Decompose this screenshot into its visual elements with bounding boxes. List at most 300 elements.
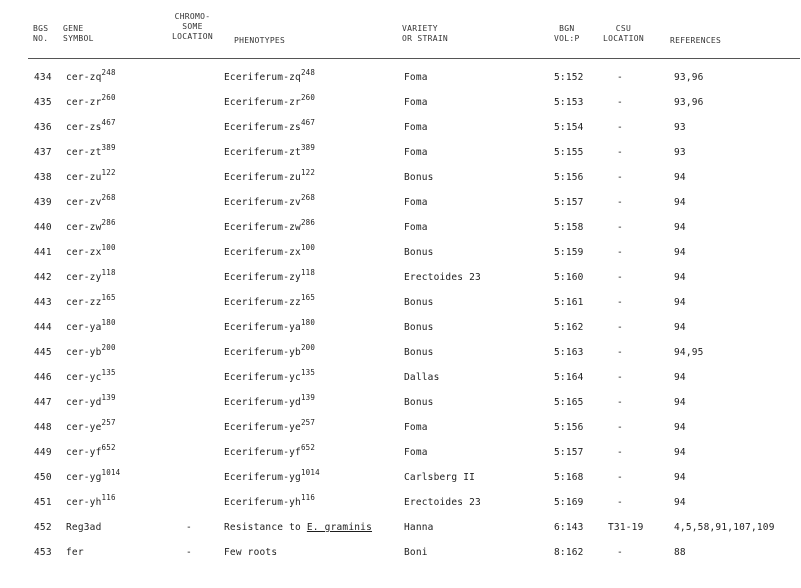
header-csu-location: [603, 24, 644, 44]
cell-phenotype: [224, 393, 316, 408]
table-header: [0, 12, 801, 60]
cell-references-text: 94: [674, 222, 686, 233]
table-row: [0, 541, 801, 565]
cell-bgs-no: [34, 147, 52, 158]
cell-csu-location-text: T31-19: [608, 522, 644, 533]
allele-superscript: 389: [300, 143, 316, 152]
cell-references-text: 94: [674, 322, 686, 333]
cell-bgn-vol-p-text: 5:168: [554, 472, 584, 483]
table-row: [0, 316, 801, 340]
allele-superscript: 260: [300, 93, 316, 102]
cell-bgn-vol-p: [554, 72, 584, 83]
cell-bgn-vol-p: [554, 272, 584, 283]
table-row: [0, 391, 801, 415]
cell-gene-symbol-text: fer: [66, 547, 84, 558]
cell-references: [674, 522, 775, 533]
allele-superscript: 652: [300, 443, 316, 452]
cell-csu-location-text: -: [617, 472, 623, 483]
cell-variety-text: Hanna: [404, 522, 434, 533]
cell-references: [674, 172, 686, 183]
cell-bgs-no: [34, 397, 52, 408]
header-line: PHENOTYPES: [234, 36, 286, 45]
cell-csu-location-text: -: [617, 422, 623, 433]
cell-bgn-vol-p: [554, 97, 584, 108]
cell-bgn-vol-p-text: 5:152: [554, 72, 584, 83]
cell-gene-symbol: [66, 193, 116, 208]
header-chromosome-location: [165, 12, 220, 42]
cell-gene-symbol-text: cer-zr: [66, 97, 102, 108]
header-line: VOL:P: [554, 34, 580, 43]
cell-csu-location-text: -: [617, 347, 623, 358]
cell-gene-symbol-text: cer-zs: [66, 122, 102, 133]
cell-variety-text: Foma: [404, 422, 428, 433]
cell-bgn-vol-p: [554, 122, 584, 133]
cell-gene-symbol-text: Reg3ad: [66, 522, 102, 533]
cell-gene-symbol: [66, 168, 116, 183]
cell-gene-symbol-text: cer-yc: [66, 372, 102, 383]
header-line: SYMBOL: [63, 34, 94, 43]
cell-chromosome-location-text: -: [186, 522, 192, 533]
cell-gene-symbol-text: cer-ya: [66, 322, 102, 333]
cell-phenotype-text: Eceriferum-zq: [224, 72, 301, 83]
header-line: CSU: [615, 24, 632, 33]
header-line: GENE: [63, 24, 84, 33]
cell-phenotype: [224, 168, 316, 183]
allele-superscript: 135: [300, 368, 316, 377]
cell-bgs-no-text: 436: [34, 122, 52, 133]
header-line: REFERENCES: [670, 36, 722, 45]
header-line: VARIETY: [402, 24, 438, 33]
cell-references-text: 93: [674, 122, 686, 133]
cell-references: [674, 97, 704, 108]
table-row: [0, 116, 801, 140]
cell-phenotype-text: Eceriferum-zu: [224, 172, 301, 183]
header-bgn-vol-p: [554, 24, 580, 44]
cell-bgn-vol-p: [554, 472, 584, 483]
cell-phenotype: [224, 218, 316, 233]
cell-phenotype-text: Eceriferum-yg: [224, 472, 301, 483]
cell-variety-text: Dallas: [404, 372, 440, 383]
cell-variety: [404, 547, 428, 558]
cell-references: [674, 147, 686, 158]
cell-gene-symbol: [66, 443, 116, 458]
cell-references: [674, 372, 686, 383]
allele-superscript: 268: [300, 193, 316, 202]
cell-gene-symbol-text: cer-zw: [66, 222, 102, 233]
cell-gene-symbol-text: cer-yd: [66, 397, 102, 408]
table-row: [0, 366, 801, 390]
cell-gene-symbol: [66, 68, 116, 83]
cell-gene-symbol-text: cer-ye: [66, 422, 102, 433]
cell-phenotype: [224, 118, 316, 133]
cell-variety: [404, 297, 434, 308]
cell-bgs-no: [34, 372, 52, 383]
cell-bgs-no: [34, 347, 52, 358]
table-row: [0, 341, 801, 365]
header-variety-or-strain: [402, 24, 448, 44]
header-bgs-no: [33, 24, 48, 44]
cell-bgn-vol-p-text: 5:159: [554, 247, 584, 258]
allele-superscript: 165: [300, 293, 316, 302]
cell-gene-symbol: [66, 268, 116, 283]
table-row: [0, 241, 801, 265]
cell-variety: [404, 372, 440, 383]
cell-bgs-no-text: 435: [34, 97, 52, 108]
pathogen-name: E. graminis: [306, 522, 373, 533]
cell-csu-location: [617, 347, 623, 358]
cell-phenotype: [224, 93, 316, 108]
cell-references-text: 94: [674, 297, 686, 308]
header-line: OR STRAIN: [402, 34, 449, 43]
cell-bgs-no-text: 444: [34, 322, 52, 333]
cell-variety: [404, 147, 428, 158]
cell-phenotype: [224, 522, 372, 533]
cell-csu-location: [617, 147, 623, 158]
cell-bgs-no: [34, 497, 52, 508]
cell-csu-location: [617, 222, 623, 233]
cell-bgs-no: [34, 122, 52, 133]
cell-references: [674, 72, 704, 83]
cell-bgs-no-text: 452: [34, 522, 52, 533]
cell-bgs-no: [34, 472, 52, 483]
cell-gene-symbol-text: cer-zt: [66, 147, 102, 158]
cell-phenotype-text: Eceriferum-ya: [224, 322, 301, 333]
cell-bgn-vol-p: [554, 397, 584, 408]
cell-gene-symbol: [66, 93, 116, 108]
cell-bgn-vol-p-text: 5:158: [554, 222, 584, 233]
allele-superscript: 1014: [300, 468, 320, 477]
cell-phenotype-text: Eceriferum-zs: [224, 122, 301, 133]
cell-bgs-no-text: 441: [34, 247, 52, 258]
table-row: [0, 266, 801, 290]
table-row: [0, 466, 801, 490]
cell-variety-text: Bonus: [404, 247, 434, 258]
cell-bgn-vol-p-text: 5:164: [554, 372, 584, 383]
cell-bgn-vol-p-text: 6:143: [554, 522, 584, 533]
cell-references: [674, 247, 686, 258]
cell-bgs-no-text: 443: [34, 297, 52, 308]
cell-references: [674, 347, 704, 358]
cell-bgs-no-text: 446: [34, 372, 52, 383]
allele-superscript: 467: [101, 118, 116, 127]
cell-chromosome-location-text: -: [186, 547, 192, 558]
cell-gene-symbol-text: cer-yf: [66, 447, 102, 458]
cell-phenotype: [224, 318, 316, 333]
cell-references: [674, 422, 686, 433]
cell-variety: [404, 497, 481, 508]
cell-variety: [404, 447, 428, 458]
cell-bgs-no-text: 447: [34, 397, 52, 408]
table-row: [0, 416, 801, 440]
cell-references-text: 94: [674, 372, 686, 383]
cell-bgn-vol-p: [554, 522, 584, 533]
cell-bgn-vol-p-text: 5:153: [554, 97, 584, 108]
cell-bgs-no: [34, 97, 52, 108]
cell-phenotype: [224, 443, 316, 458]
cell-variety-text: Foma: [404, 447, 428, 458]
cell-csu-location: [617, 122, 623, 133]
cell-bgn-vol-p-text: 5:154: [554, 122, 584, 133]
cell-variety: [404, 247, 434, 258]
cell-csu-location-text: -: [617, 272, 623, 283]
allele-superscript: 116: [300, 493, 316, 502]
cell-references-text: 4,5,58,91,107,109: [674, 522, 775, 533]
cell-bgn-vol-p: [554, 422, 584, 433]
cell-csu-location: [617, 372, 623, 383]
cell-bgn-vol-p-text: 5:161: [554, 297, 584, 308]
cell-variety-text: Boni: [404, 547, 428, 558]
table-row: [0, 141, 801, 165]
header-line: BGS: [33, 24, 49, 33]
cell-bgs-no-text: 442: [34, 272, 52, 283]
cell-gene-symbol-text: cer-yh: [66, 497, 102, 508]
cell-csu-location-text: -: [617, 247, 623, 258]
cell-phenotype-text: Eceriferum-yb: [224, 347, 301, 358]
allele-superscript: 257: [101, 418, 116, 427]
cell-variety-text: Foma: [404, 147, 428, 158]
cell-csu-location-text: -: [617, 147, 623, 158]
cell-variety-text: Foma: [404, 222, 428, 233]
cell-phenotype-text: Resistance to: [224, 522, 301, 533]
cell-phenotype-text: Eceriferum-zz: [224, 297, 301, 308]
cell-bgn-vol-p-text: 5:156: [554, 422, 584, 433]
cell-gene-symbol: [66, 343, 116, 358]
cell-gene-symbol-text: cer-zq: [66, 72, 102, 83]
cell-variety-text: Bonus: [404, 297, 434, 308]
allele-superscript: 268: [101, 193, 116, 202]
header-line: NO.: [33, 34, 49, 43]
cell-gene-symbol: [66, 418, 116, 433]
header-line: CHROMO-: [174, 12, 211, 21]
allele-superscript: 118: [101, 268, 116, 277]
cell-bgs-no-text: 448: [34, 422, 52, 433]
cell-csu-location-text: -: [617, 372, 623, 383]
cell-gene-symbol: [66, 368, 116, 383]
cell-bgs-no: [34, 522, 52, 533]
cell-variety: [404, 122, 428, 133]
cell-references-text: 94: [674, 172, 686, 183]
cell-bgn-vol-p: [554, 547, 584, 558]
cell-phenotype-text: Eceriferum-zv: [224, 197, 301, 208]
cell-csu-location-text: -: [617, 122, 623, 133]
cell-bgn-vol-p-text: 5:163: [554, 347, 584, 358]
cell-references: [674, 122, 686, 133]
cell-phenotype-text: Eceriferum-yh: [224, 497, 301, 508]
table-row: [0, 441, 801, 465]
cell-csu-location-text: -: [617, 297, 623, 308]
cell-csu-location-text: -: [617, 172, 623, 183]
cell-csu-location: [617, 247, 623, 258]
cell-variety: [404, 347, 434, 358]
allele-superscript: 286: [300, 218, 316, 227]
allele-superscript: 165: [101, 293, 116, 302]
cell-variety: [404, 422, 428, 433]
cell-phenotype-text: Eceriferum-zr: [224, 97, 301, 108]
cell-bgs-no-text: 450: [34, 472, 52, 483]
cell-gene-symbol: [66, 393, 116, 408]
cell-csu-location: [617, 297, 623, 308]
cell-csu-location-text: -: [617, 222, 623, 233]
cell-bgn-vol-p: [554, 347, 584, 358]
cell-csu-location: [617, 547, 623, 558]
cell-gene-symbol-text: cer-yg: [66, 472, 102, 483]
cell-references: [674, 222, 686, 233]
cell-references-text: 93: [674, 147, 686, 158]
table-row: [0, 166, 801, 190]
cell-references-text: 94: [674, 272, 686, 283]
cell-gene-symbol: [66, 547, 84, 558]
cell-variety-text: Bonus: [404, 322, 434, 333]
allele-superscript: 286: [101, 218, 116, 227]
cell-bgn-vol-p: [554, 372, 584, 383]
allele-superscript: 248: [101, 68, 116, 77]
cell-variety-text: Erectoides 23: [404, 497, 481, 508]
allele-superscript: 122: [300, 168, 316, 177]
allele-superscript: 122: [101, 168, 116, 177]
header-divider: [28, 58, 800, 59]
cell-variety-text: Foma: [404, 122, 428, 133]
cell-references-text: 94: [674, 197, 686, 208]
cell-bgs-no: [34, 297, 52, 308]
cell-bgn-vol-p: [554, 247, 584, 258]
cell-variety: [404, 522, 434, 533]
cell-bgs-no: [34, 72, 52, 83]
cell-phenotype: [224, 343, 316, 358]
table-row: [0, 216, 801, 240]
table-row: [0, 66, 801, 90]
cell-references-text: 94: [674, 397, 686, 408]
cell-references-text: 94: [674, 422, 686, 433]
cell-gene-symbol-text: cer-yb: [66, 347, 102, 358]
cell-variety: [404, 272, 481, 283]
cell-bgn-vol-p: [554, 147, 584, 158]
cell-phenotype: [224, 493, 316, 508]
cell-bgs-no-text: 451: [34, 497, 52, 508]
cell-bgn-vol-p: [554, 172, 584, 183]
cell-references-text: 94: [674, 497, 686, 508]
allele-superscript: 139: [101, 393, 116, 402]
cell-bgn-vol-p: [554, 297, 584, 308]
cell-gene-symbol: [66, 522, 102, 533]
cell-bgn-vol-p-text: 5:157: [554, 447, 584, 458]
cell-references: [674, 197, 686, 208]
cell-bgs-no-text: 440: [34, 222, 52, 233]
cell-csu-location-text: -: [617, 97, 623, 108]
cell-csu-location: [617, 322, 623, 333]
table-row: [0, 191, 801, 215]
allele-superscript: 180: [300, 318, 316, 327]
cell-bgn-vol-p: [554, 497, 584, 508]
cell-phenotype: [224, 418, 316, 433]
allele-superscript: 260: [101, 93, 116, 102]
cell-bgs-no-text: 434: [34, 72, 52, 83]
table-row: [0, 291, 801, 315]
cell-csu-location: [617, 497, 623, 508]
cell-phenotype-text: Eceriferum-ye: [224, 422, 301, 433]
cell-bgn-vol-p: [554, 222, 584, 233]
cell-gene-symbol-text: cer-zx: [66, 247, 102, 258]
cell-csu-location-text: -: [617, 397, 623, 408]
allele-superscript: 200: [300, 343, 316, 352]
cell-phenotype: [224, 193, 316, 208]
cell-csu-location: [617, 397, 623, 408]
cell-csu-location: [617, 172, 623, 183]
cell-variety: [404, 172, 434, 183]
cell-variety-text: Foma: [404, 72, 428, 83]
cell-bgs-no-text: 438: [34, 172, 52, 183]
allele-superscript: 139: [300, 393, 316, 402]
cell-bgs-no: [34, 222, 52, 233]
cell-gene-symbol-text: cer-zz: [66, 297, 102, 308]
cell-references-text: 94: [674, 472, 686, 483]
cell-references: [674, 472, 686, 483]
cell-csu-location-text: -: [617, 197, 623, 208]
cell-variety: [404, 197, 428, 208]
cell-bgs-no-text: 449: [34, 447, 52, 458]
cell-variety-text: Bonus: [404, 172, 434, 183]
cell-chromosome-location: [186, 547, 192, 558]
cell-csu-location: [617, 447, 623, 458]
header-references: [670, 36, 721, 46]
cell-phenotype-text: Eceriferum-zx: [224, 247, 301, 258]
cell-bgs-no: [34, 197, 52, 208]
cell-csu-location: [617, 72, 623, 83]
cell-phenotype: [224, 68, 316, 83]
allele-superscript: 389: [101, 143, 116, 152]
cell-bgs-no: [34, 547, 52, 558]
table-row: [0, 91, 801, 115]
cell-phenotype-text: Eceriferum-zw: [224, 222, 301, 233]
table-row: [0, 491, 801, 515]
cell-phenotype-text: Eceriferum-yc: [224, 372, 301, 383]
header-gene-symbol: [63, 24, 94, 44]
cell-references-text: 93,96: [674, 97, 704, 108]
cell-bgn-vol-p-text: 5:162: [554, 322, 584, 333]
cell-references: [674, 297, 686, 308]
cell-bgn-vol-p-text: 5:165: [554, 397, 584, 408]
cell-variety: [404, 97, 428, 108]
cell-bgs-no: [34, 322, 52, 333]
cell-bgn-vol-p-text: 5:156: [554, 172, 584, 183]
cell-gene-symbol-text: cer-zu: [66, 172, 102, 183]
allele-superscript: 100: [300, 243, 316, 252]
cell-references: [674, 547, 686, 558]
cell-bgn-vol-p-text: 5:157: [554, 197, 584, 208]
cell-gene-symbol: [66, 318, 116, 333]
cell-bgs-no: [34, 422, 52, 433]
header-phenotypes: [234, 36, 285, 46]
cell-csu-location-text: -: [617, 322, 623, 333]
cell-phenotype: [224, 368, 316, 383]
cell-bgs-no: [34, 272, 52, 283]
cell-gene-symbol: [66, 468, 121, 483]
header-line: LOCATION: [603, 34, 644, 43]
cell-variety-text: Foma: [404, 197, 428, 208]
cell-bgs-no: [34, 247, 52, 258]
cell-gene-symbol-text: cer-zv: [66, 197, 102, 208]
header-line: BGN: [559, 24, 575, 33]
cell-csu-location-text: -: [617, 447, 623, 458]
cell-phenotype-text: Eceriferum-yf: [224, 447, 301, 458]
cell-phenotype: [224, 143, 316, 158]
cell-variety-text: Foma: [404, 97, 428, 108]
cell-bgs-no-text: 437: [34, 147, 52, 158]
cell-gene-symbol: [66, 243, 116, 258]
cell-csu-location: [617, 272, 623, 283]
cell-bgn-vol-p-text: 5:155: [554, 147, 584, 158]
cell-gene-symbol: [66, 218, 116, 233]
header-line: LOCATION: [172, 32, 213, 41]
